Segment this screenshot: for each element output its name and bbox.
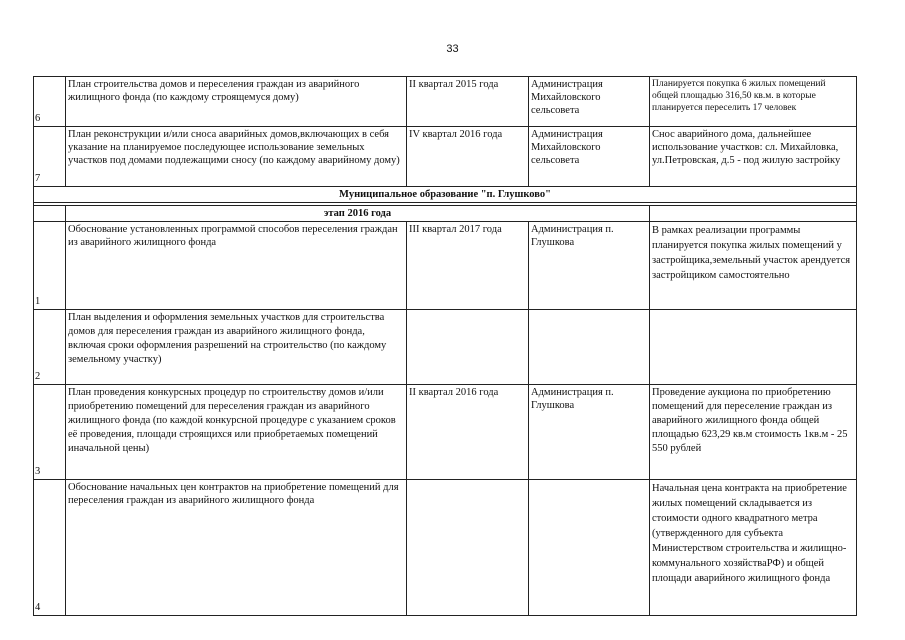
- table-row: [34, 222, 857, 310]
- row-responsible: Администрация п. Глушкова: [529, 222, 650, 310]
- stage-header-row: [34, 206, 857, 222]
- row-period: [407, 480, 529, 616]
- row-description: План проведения конкурсных процедур по строительству домов и/или приобретению помещений для переселения граждан из аварийного жилищного фонда (по каждой конкурсной процедуре с указанием сроков её проведения, площади строящихся или приобретаемых помещений иначальной цены): [66, 385, 407, 480]
- empty-cell: [650, 206, 857, 222]
- row-responsible: Администрация Михайловского сельсовета: [529, 77, 650, 127]
- table-row: [34, 385, 857, 480]
- row-number: 4: [34, 480, 66, 616]
- table-row: [34, 480, 857, 616]
- row-period: IV квартал 2016 года: [407, 127, 529, 187]
- municipality-title: Муниципальное образование "п. Глушково": [34, 187, 857, 203]
- page-number: 33: [446, 43, 459, 55]
- table-row: [34, 310, 857, 385]
- stage-title: этап 2016 года: [66, 206, 650, 222]
- row-period: II квартал 2016 года: [407, 385, 529, 480]
- empty-cell: [34, 206, 66, 222]
- row-responsible: [529, 310, 650, 385]
- row-note: Проведение аукциона по приобретению помещений для переселение граждан из аварийного жилищного фонда общей площадью 623,29 кв.м стоимость 1кв.м - 25 550 рублей: [650, 385, 857, 480]
- row-responsible: Администрация Михайловского сельсовета: [529, 127, 650, 187]
- row-period: II квартал 2015 года: [407, 77, 529, 127]
- row-number: 1: [34, 222, 66, 310]
- row-number: 6: [34, 77, 66, 127]
- row-description: Обоснование начальных цен контрактов на приобретение помещений для переселения граждан из аварийного жилищного фонда: [66, 480, 407, 616]
- row-note: [650, 310, 857, 385]
- row-description: План строительства домов и переселения граждан из аварийного жилищного фонда (по каждому строящемуся дому): [66, 77, 407, 127]
- row-responsible: [529, 480, 650, 616]
- row-note: Снос аварийного дома, дальнейшее использование участков: сл. Михайловка, ул.Петровская, д.5 - под жилую застройку: [650, 127, 857, 187]
- row-number: 2: [34, 310, 66, 385]
- row-note: Начальная цена контракта на приобретение жилых помещений складывается из стоимости одного квадратного метра (утвержденного для субъекта Министерством строительства и жилищно-коммунального хозяйстваРФ) и общей площади аварийного жилищного фонда: [650, 480, 857, 616]
- row-period: [407, 310, 529, 385]
- section-header-row: [34, 187, 857, 203]
- row-responsible: Администрация п. Глушкова: [529, 385, 650, 480]
- plan-table: [33, 76, 857, 616]
- row-period: III квартал 2017 года: [407, 222, 529, 310]
- table-row: [34, 77, 857, 127]
- row-number: 7: [34, 127, 66, 187]
- row-description: Обоснование установленных программой способов переселения граждан из аварийного жилищного фонда: [66, 222, 407, 310]
- row-number: 3: [34, 385, 66, 480]
- row-description: План выделения и оформления земельных участков для строительства домов для переселения граждан из аварийного жилищного фонда, включая сроки оформления разрешений на строительство (по каждому земельному участку): [66, 310, 407, 385]
- row-description: План реконструкции и/или сноса аварийных домов,включающих в себя указание на планируемое последующее использование земельных участков под домами подлежащими сносу (по каждому аварийному дому): [66, 127, 407, 187]
- table-row: [34, 127, 857, 187]
- row-note: В рамках реализации программы планируется покупка жилых помещений у застройщика,земельный участок арендуется застройщиком самостоятельно: [650, 222, 857, 310]
- row-note: Планируется покупка 6 жилых помещений общей площадью 316,50 кв.м. в которые планируется переселить 17 человек: [650, 77, 857, 127]
